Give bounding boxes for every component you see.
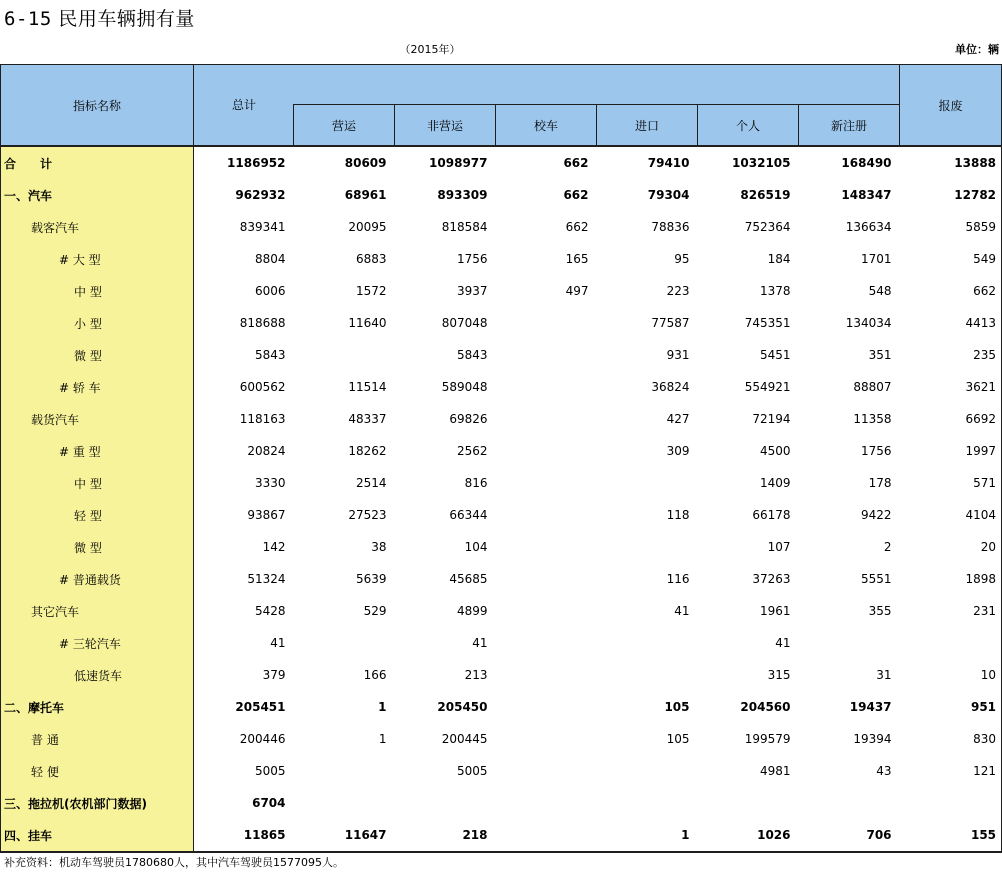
cell-value: 199579 [744,732,791,746]
cell-value: 1 [597,819,698,852]
row-label: # 大 型 [1,243,194,275]
cell-value [496,563,597,595]
table-row [1,563,1002,595]
cell-value: 4413 [900,307,1002,339]
year-label: （2015年） [399,43,461,56]
cell-value: 3621 [900,371,1002,403]
cell-value: 105 [666,732,690,746]
cell-value: 3330 [254,476,286,490]
cell-value [496,787,597,819]
cell-value: 136634 [845,220,892,234]
header-group-blank [294,65,900,105]
cell-value: 589048 [441,380,488,394]
header-private: 个人 [698,105,799,146]
cell-value: 571 [900,467,1002,499]
cell-value [900,787,1002,819]
cell-value: 9422 [860,508,892,522]
cell-value: 309 [666,444,690,458]
table-row [1,595,1002,627]
cell-value: 235 [900,339,1002,371]
cell-value: 51324 [247,572,286,586]
cell-value: 20 [900,531,1002,563]
cell-value: 5639 [355,572,387,586]
table-row [1,627,1002,659]
cell-value: 69826 [449,412,488,426]
cell-value: 178 [868,476,892,490]
cell-value: 66178 [752,508,791,522]
cell-value [496,403,597,435]
cell-value: 5005 [254,764,286,778]
cell-value: 18262 [348,444,387,458]
cell-value: 6006 [254,284,286,298]
cell-value: 554921 [744,380,791,394]
cell-value [597,627,698,659]
cell-value: 118163 [239,412,286,426]
cell-value: 20095 [348,220,387,234]
row-label: 轻 便 [1,755,194,787]
row-label: 低速货车 [1,659,194,691]
table-row [1,723,1002,755]
cell-value: 5843 [456,348,488,362]
cell-value: 165 [565,252,589,266]
table-row [1,755,1002,787]
cell-value: 662 [565,220,589,234]
cell-value: 1 [378,700,387,714]
header-imported: 进口 [597,105,698,146]
table-row [1,435,1002,467]
header-non-operating: 非营运 [395,105,496,146]
cell-value: 184 [767,252,791,266]
cell-value: 205450 [437,700,488,714]
cell-value: 1186952 [194,146,294,179]
cell-value: 20824 [247,444,286,458]
cell-value: 379 [262,668,286,682]
cell-value [496,531,597,563]
cell-value: 706 [799,819,900,852]
cell-value: 1098977 [395,146,496,179]
row-label: 四、挂车 [1,819,194,852]
header-total: 总计 [194,65,294,147]
cell-value [496,339,597,371]
row-label: 一、汽车 [1,179,194,211]
table-row [1,659,1002,691]
data-table-container [0,64,1002,853]
cell-value: 818584 [441,220,488,234]
table-row [1,243,1002,275]
row-label: 小 型 [1,307,194,339]
cell-value [496,467,597,499]
table-title-text: 民用车辆拥有量 [58,8,195,30]
row-label: 中 型 [1,275,194,307]
cell-value: 4104 [900,499,1002,531]
cell-value: 1 [378,732,387,746]
cell-value: 80609 [294,146,395,179]
cell-value: 1409 [759,476,791,490]
cell-value: 41 [674,604,690,618]
table-row [1,275,1002,307]
cell-value [597,755,698,787]
cell-value [597,467,698,499]
cell-value: 1572 [355,284,387,298]
cell-value: 818688 [239,316,286,330]
cell-value: 107 [767,540,791,554]
row-label: 其它汽车 [1,595,194,627]
cell-value: 662 [563,188,589,202]
table-row [1,211,1002,243]
cell-value: 37263 [752,572,791,586]
table-row [1,819,1002,852]
unit-label: 单位：辆 [955,43,999,56]
table-title [4,4,195,31]
cell-value: 427 [666,412,690,426]
header-school-bus: 校车 [496,105,597,146]
cell-value: 78836 [651,220,690,234]
cell-value: 13888 [900,146,1002,179]
cell-value: 600562 [239,380,286,394]
cell-value: 5843 [254,348,286,362]
cell-value: 662 [496,146,597,179]
cell-value [698,787,799,819]
cell-value: 1378 [759,284,791,298]
table-row [1,179,1002,211]
table-row [1,307,1002,339]
cell-value [496,371,597,403]
cell-value [294,755,395,787]
cell-value: 826519 [740,188,791,202]
supplementary-note: 补充资料：机动车驾驶员1780680人，其中汽车驾驶员1577095人。 [4,856,344,869]
row-label: 微 型 [1,339,194,371]
cell-value: 4981 [759,764,791,778]
cell-value [799,787,900,819]
row-label: 轻 型 [1,499,194,531]
cell-value: 4500 [759,444,791,458]
cell-value: 31 [876,668,892,682]
cell-value: 548 [868,284,892,298]
cell-value: 2562 [456,444,488,458]
table-row [1,691,1002,723]
cell-value: 168490 [799,146,900,179]
cell-value: 118 [666,508,690,522]
cell-value: 830 [900,723,1002,755]
cell-value: 200446 [239,732,286,746]
cell-value: 529 [363,604,387,618]
cell-value: 5859 [900,211,1002,243]
cell-value: 549 [900,243,1002,275]
cell-value: 839341 [239,220,286,234]
table-row [1,339,1002,371]
cell-value: 45685 [449,572,488,586]
cell-value: 41 [270,636,286,650]
cell-value: 8804 [254,252,286,266]
cell-value: 19437 [849,700,892,714]
cell-value: 745351 [744,316,791,330]
cell-value: 1997 [900,435,1002,467]
cell-value: 166 [363,668,387,682]
header-scrap: 报废 [900,65,1002,147]
table-body [1,146,1002,852]
cell-value: 893309 [437,188,488,202]
cell-value: 205451 [235,700,286,714]
cell-value: 6704 [252,796,286,810]
cell-value: 79304 [647,188,690,202]
cell-value: 2514 [355,476,387,490]
cell-value [496,659,597,691]
cell-value: 134034 [845,316,892,330]
cell-value: 5451 [759,348,791,362]
cell-value: 12782 [900,179,1002,211]
cell-value: 77587 [651,316,690,330]
cell-value: 41 [472,636,488,650]
row-label: 普 通 [1,723,194,755]
cell-value: 1898 [900,563,1002,595]
cell-value: 6883 [355,252,387,266]
cell-value: 11514 [348,380,387,394]
cell-value: 48337 [348,412,387,426]
cell-value: 231 [900,595,1002,627]
cell-value [395,787,496,819]
row-label: 载货汽车 [1,403,194,435]
cell-value: 104 [464,540,488,554]
cell-value [496,691,597,723]
cell-value: 204560 [740,700,791,714]
cell-value: 121 [900,755,1002,787]
row-label: 二、摩托车 [1,691,194,723]
table-row [1,499,1002,531]
cell-value [294,339,395,371]
cell-value: 6692 [900,403,1002,435]
cell-value: 79410 [597,146,698,179]
cell-value: 5551 [860,572,892,586]
cell-value: 11865 [194,819,294,852]
cell-value: 43 [876,764,892,778]
cell-value: 11640 [348,316,387,330]
table-row [1,467,1002,499]
cell-value: 38 [371,540,387,554]
cell-value: 223 [666,284,690,298]
row-label: 微 型 [1,531,194,563]
cell-value: 1032105 [698,146,799,179]
cell-value: 4899 [456,604,488,618]
cell-value [496,819,597,852]
row-label: # 轿 车 [1,371,194,403]
cell-value: 19394 [853,732,892,746]
cell-value: 5428 [254,604,286,618]
cell-value: 95 [674,252,690,266]
cell-value: 148347 [841,188,892,202]
cell-value: 1961 [759,604,791,618]
cell-value: 11647 [294,819,395,852]
cell-value: 68961 [344,188,387,202]
cell-value [496,723,597,755]
cell-value [597,531,698,563]
table-row [1,531,1002,563]
cell-value: 105 [664,700,690,714]
row-label: 载客汽车 [1,211,194,243]
table-row [1,403,1002,435]
cell-value [799,627,900,659]
cell-value: 2 [883,540,892,554]
cell-value: 218 [395,819,496,852]
cell-value [294,627,395,659]
header-operating: 营运 [294,105,395,146]
cell-value: 315 [767,668,791,682]
cell-value: 662 [900,275,1002,307]
cell-value: 72194 [752,412,791,426]
cell-value: 116 [666,572,690,586]
table-row [1,146,1002,179]
cell-value [496,307,597,339]
cell-value: 200445 [441,732,488,746]
cell-value: 3937 [456,284,488,298]
vehicle-ownership-table [0,64,1002,853]
table-number: 6-15 [4,8,52,30]
cell-value: 1026 [698,819,799,852]
cell-value: 816 [464,476,488,490]
cell-value [496,435,597,467]
row-label: # 普通载货 [1,563,194,595]
row-label: 中 型 [1,467,194,499]
row-label: # 三轮汽车 [1,627,194,659]
cell-value [294,787,395,819]
cell-value [496,627,597,659]
cell-value [496,595,597,627]
cell-value [900,627,1002,659]
cell-value: 1756 [860,444,892,458]
cell-value: 497 [565,284,589,298]
header-new-registered: 新注册 [799,105,900,146]
cell-value: 66344 [449,508,488,522]
cell-value: 951 [900,691,1002,723]
cell-value: 142 [262,540,286,554]
cell-value: 5005 [456,764,488,778]
cell-value: 88807 [853,380,892,394]
cell-value [496,499,597,531]
cell-value: 355 [868,604,892,618]
cell-value: 27523 [348,508,387,522]
cell-value: 41 [775,636,791,650]
header-name: 指标名称 [1,65,194,147]
cell-value [597,659,698,691]
cell-value: 931 [666,348,690,362]
cell-value: 10 [900,659,1002,691]
cell-value: 1701 [860,252,892,266]
row-label: 三、拖拉机(农机部门数据) [1,787,194,819]
cell-value: 11358 [853,412,892,426]
cell-value [597,787,698,819]
row-label: 合 计 [1,146,194,179]
cell-value [496,755,597,787]
cell-value: 36824 [651,380,690,394]
cell-value: 962932 [235,188,286,202]
cell-value: 807048 [441,316,488,330]
cell-value: 351 [868,348,892,362]
cell-value: 93867 [247,508,286,522]
cell-value: 155 [900,819,1002,852]
cell-value: 1756 [456,252,488,266]
cell-value: 213 [464,668,488,682]
table-row [1,787,1002,819]
cell-value: 752364 [744,220,791,234]
row-label: # 重 型 [1,435,194,467]
table-row [1,371,1002,403]
